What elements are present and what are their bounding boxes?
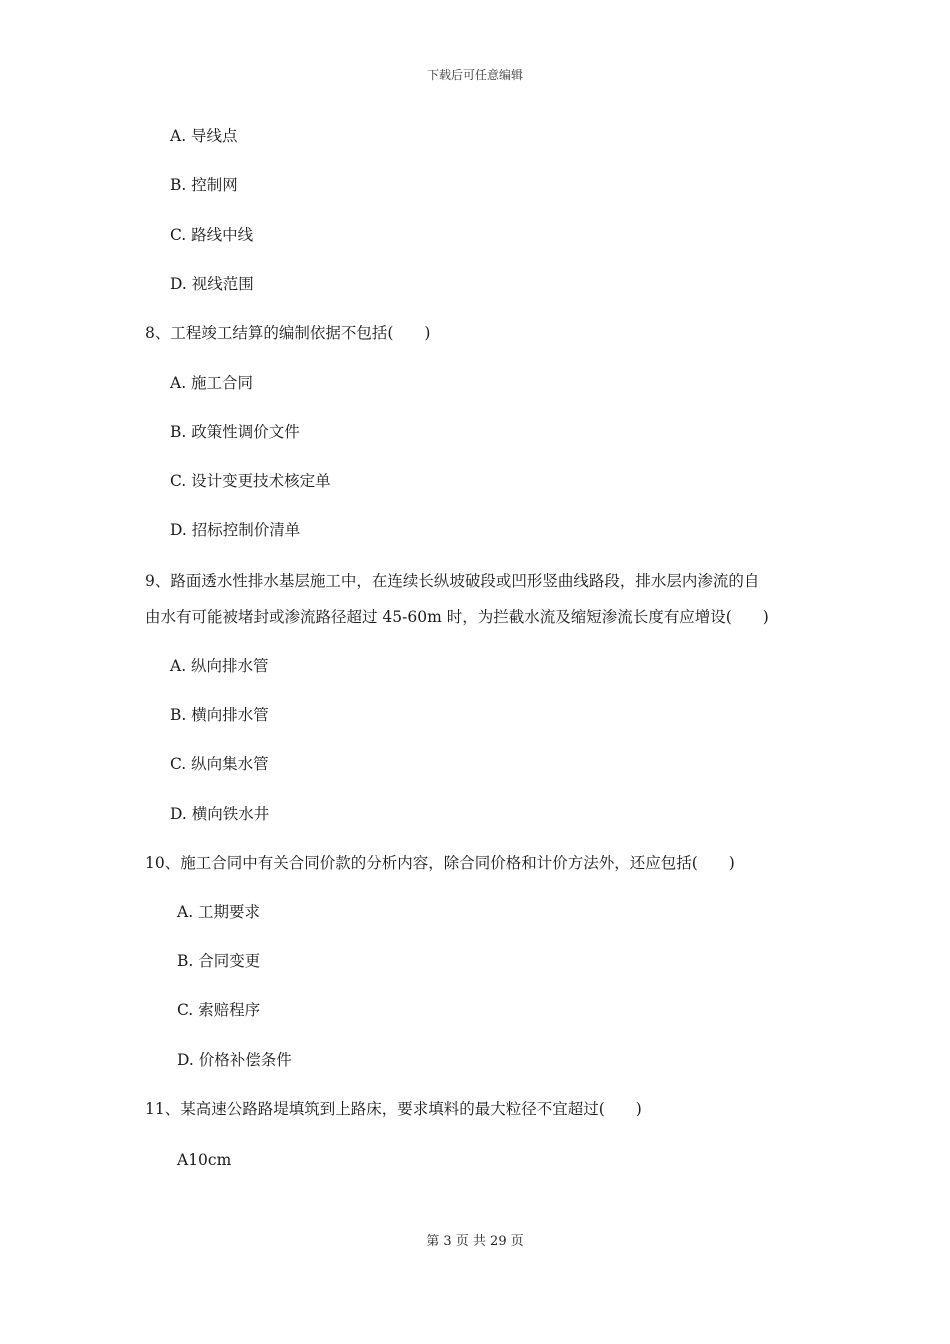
question-11-option-a: A10cm <box>177 1151 232 1169</box>
question-9-option-c: C. 纵向集水管 <box>170 755 269 773</box>
question-8-option-d: D. 招标控制价清单 <box>170 521 301 539</box>
page-header: 下载后可任意编辑 <box>426 68 523 82</box>
question-9-option-a: A. 纵向排水管 <box>170 657 269 675</box>
question-9-stem-line-1: 9、路面透水性排水基层施工中，在连续长纵坡破段或凹形竖曲线路段，排水层内渗流的自 <box>145 572 760 590</box>
question-10-option-c: C. 索赔程序 <box>177 1001 261 1019</box>
option-b: B. 控制网 <box>170 176 238 194</box>
option-a: A. 导线点 <box>170 127 238 145</box>
option-d: D. 视线范围 <box>170 275 254 293</box>
question-10-option-b: B. 合同变更 <box>177 952 261 970</box>
question-10-option-d: D. 价格补偿条件 <box>177 1051 292 1069</box>
page-footer: 第 3 页 共 29 页 <box>426 1234 524 1249</box>
question-8-option-c: C. 设计变更技术核定单 <box>170 472 331 490</box>
question-10-stem: 10、施工合同中有关合同价款的分析内容，除合同价格和计价方法外，还应包括( ) <box>145 854 735 872</box>
question-10-option-a: A. 工期要求 <box>177 903 261 921</box>
question-8-stem: 8、工程竣工结算的编制依据不包括( ) <box>145 324 431 342</box>
question-9-option-d: D. 横向铁水井 <box>170 805 270 823</box>
question-8-option-b: B. 政策性调价文件 <box>170 423 300 441</box>
question-9-stem-line-2: 由水有可能被堵封或渗流路径超过 45-60m 时，为拦截水流及缩短渗流长度有应增设( ) <box>145 608 769 626</box>
option-c: C. 路线中线 <box>170 226 254 244</box>
question-8-option-a: A. 施工合同 <box>170 374 254 392</box>
question-11-stem: 11、某高速公路路堤填筑到上路床，要求填料的最大粒径不宜超过( ) <box>145 1100 642 1118</box>
question-9-option-b: B. 横向排水管 <box>170 706 269 724</box>
